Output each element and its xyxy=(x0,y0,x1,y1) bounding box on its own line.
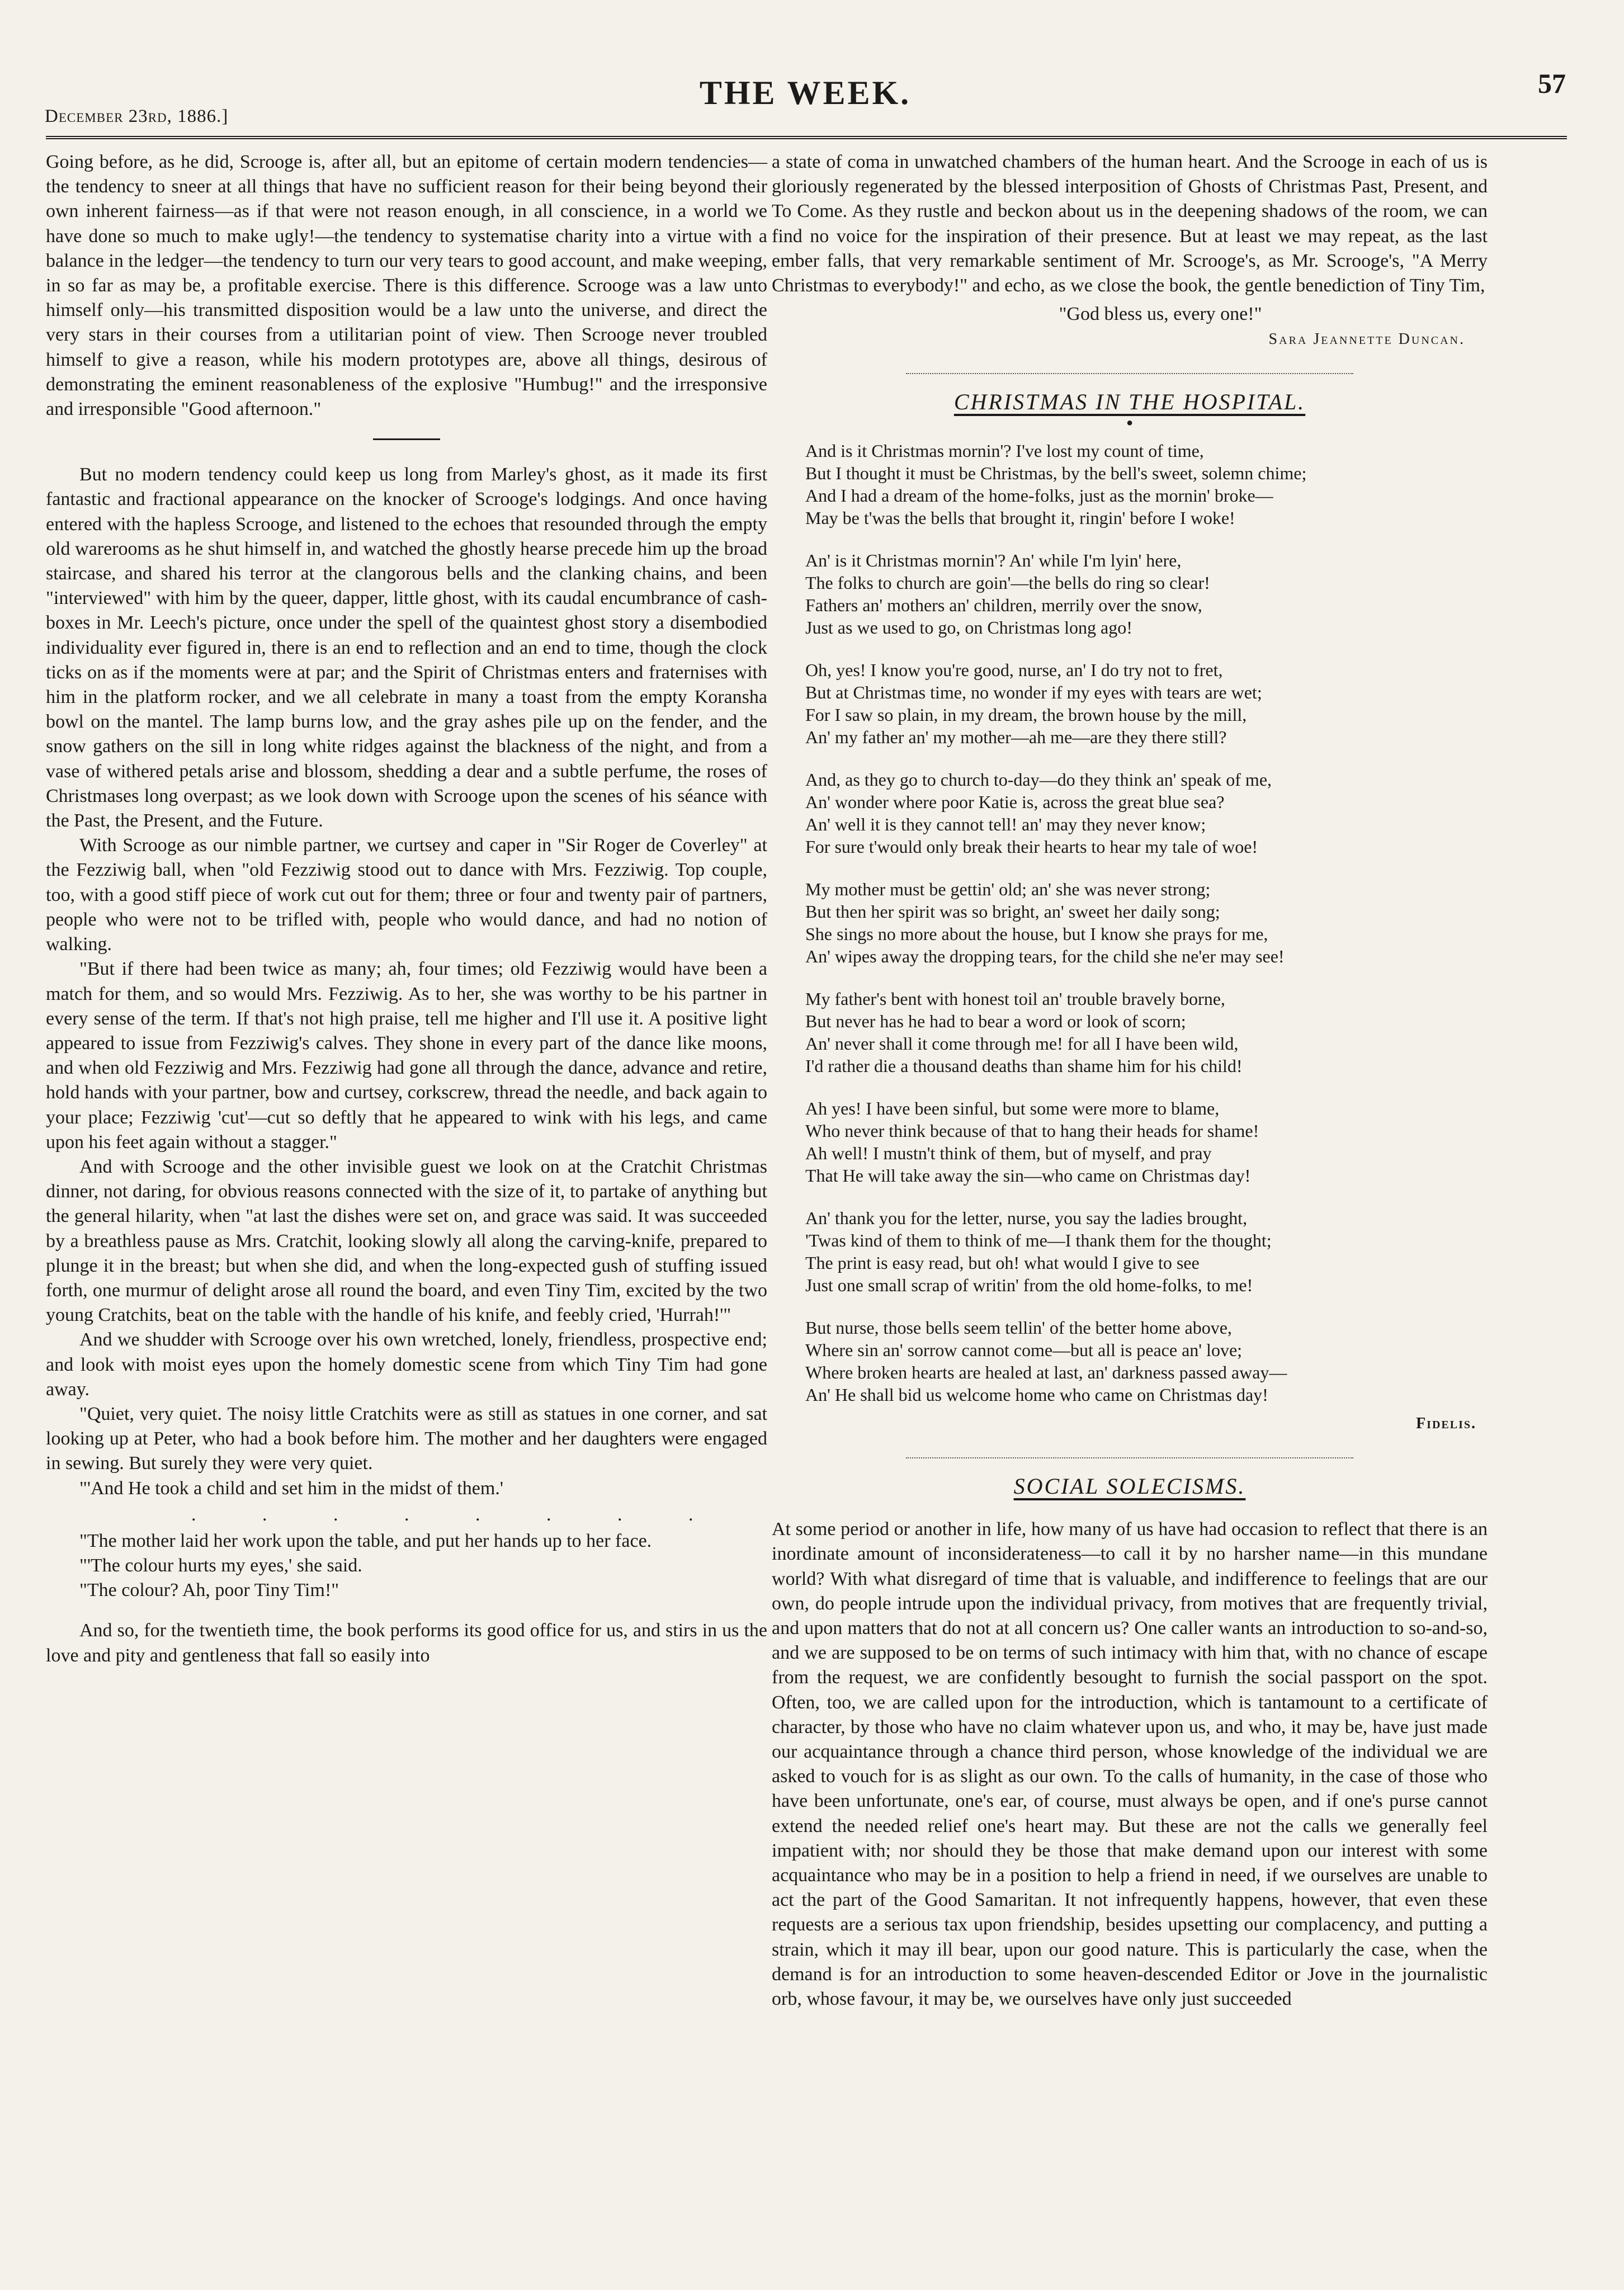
poem-line: For I saw so plain, in my dream, the brown house by the mill, xyxy=(805,705,1247,725)
poem-line: An' well it is they cannot tell! an' may they never know; xyxy=(805,814,1206,835)
poem-line: Who never think because of that to hang their heads for shame! xyxy=(805,1121,1259,1141)
poem-line: But I thought it must be Christmas, by the bell's sweet, solemn chime; xyxy=(805,463,1307,484)
spacer xyxy=(772,1502,1488,1517)
poem-line: The print is easy read, but oh! what would I give to see xyxy=(805,1253,1200,1273)
poem-line: An' thank you for the letter, nurse, you say the ladies brought, xyxy=(805,1208,1248,1229)
poem-line: My father's bent with honest toil an' trouble bravely borne, xyxy=(805,989,1225,1009)
poem-stanza xyxy=(805,768,1488,858)
paragraph: "But if there had been twice as many; ah, four times; old Fezziwig would have been a match for them, and so would Mrs. Fezziwig. As to her, she was worthy to be his partner in every sense of the term. If that's not high praise, tell me higher and I'll use it. A positive light appeared to issue from Fezziwig's calves. They shone in every part of the dance like moons, and when old Fezziwig and Mrs. Fezziwig had gone all through the dance, advance and retire, hold hands with your partner, bow and curtsey, corkscrew, thread the needle, and back again to your place; Fezziwig 'cut'—cut so deftly that he appeared to wink with his legs, and came upon his feet again without a stagger." xyxy=(46,959,767,1153)
left-column xyxy=(46,150,767,1668)
poem-title: CHRISTMAS IN THE HOSPITAL. xyxy=(953,389,1306,415)
publication-title: THE WEEK. xyxy=(699,74,912,111)
paragraph: "The mother laid her work upon the table, and put her hands up to her face. xyxy=(79,1530,652,1551)
ellipsis-dots: . . . . . . . . xyxy=(191,1504,724,1525)
poem-line: An' He shall bid us welcome home who came on Christmas day! xyxy=(805,1385,1268,1405)
poem-line: Where sin an' sorrow cannot come—but all is peace an' love; xyxy=(805,1340,1243,1361)
poem-line: 'Twas kind of them to think of me—I thank them for the thought; xyxy=(805,1230,1272,1251)
poem-line: But never has he had to bear a word or look of scorn; xyxy=(805,1011,1186,1032)
poem-line: An' my father an' my mother—ah me—are they there still? xyxy=(805,727,1227,748)
spacer xyxy=(46,1603,767,1618)
poem-line: Fathers an' mothers an' children, merrily over the snow, xyxy=(805,595,1202,616)
article-author: Sara Jeannette Duncan. xyxy=(1268,330,1465,348)
poem-line: Ah well! I mustn't think of them, but of myself, and pray xyxy=(805,1143,1212,1164)
poem-line: And is it Christmas mornin'? I've lost my count of time, xyxy=(805,441,1204,461)
poem-stanza xyxy=(805,988,1488,1077)
poem-line: But then her spirit was so bright, an' sweet her daily song; xyxy=(805,901,1220,922)
section-divider xyxy=(906,1457,1353,1458)
poem-line: An' never shall it come through me! for all I have been wild, xyxy=(805,1033,1239,1054)
poem-line: An' wipes away the dropping tears, for the child she ne'er may see! xyxy=(805,946,1285,967)
poem-stanza xyxy=(805,1097,1488,1187)
paragraph: And so, for the twentieth time, the book performs its good office for us, and stirs in us the love and pity and gentleness that fall so easily into xyxy=(46,1620,767,1666)
page-number: 57 xyxy=(1538,68,1566,99)
paragraph: a state of coma in unwatched chambers of the human heart. And the Scrooge in each of us is gloriously regenerated by the blessed interposition of Ghosts of Christmas Past, Present, and To Come. As they rustle and beckon about us in the deepening shadows of the room, we can find no voice for the inspiration of their presence. But at least we may repeat, as the last ember falls, that very remarkable sentiment of Mr. Scrooge's, as Mr. Scrooge's, "A Merry Christmas to everybody!" and echo, as we close the book, the gentle benediction of Tiny Tim, xyxy=(772,152,1488,296)
section-divider xyxy=(373,438,440,440)
poem-line: But nurse, those bells seem tellin' of the better home above, xyxy=(805,1318,1232,1338)
poem-stanza xyxy=(805,1207,1488,1296)
paragraph: At some period or another in life, how many of us have had occasion to reflect that there is an inordinate amount of inconsiderateness—to call it by no harsher name—in this mundane world? With what disregard of time that is valuable, and indifference to feelings that are our own, do people intrude upon the individual privacy, from motives that are frequently trivial, and upon matters that do not at all concern us? One caller wants an introduction to so-and-so, and we are supposed to be on terms of such intimacy with him that, with no chance of escape from the request, we are confidently besought to furnish the social passport on the spot. Often, too, we are called upon for the introduction, which is tantamount to a certificate of character, by those who have no claim whatever upon us, and who, it may be, have just made our acquaintance through a chance third person, whose knowledge of the individual we are asked to vouch for is as slight as our own. To the calls of humanity, in the case of those who have been unfortunate, one's ear, of course, must always be open, and if one's purse cannot extend the needed relief one's heart may. But these are not the calls we generally feel impatient with; nor should they be those that make demand upon our interest with some acquaintance who may be in a position to help a friend in need, if we ourselves are unable to act the part of the Good Samaritan. It not infrequently happens, however, that even these requests are a serious tax upon friendship, besides upsetting our complacency, and putting a strain, which it may ill bear, upon our good nature. This is particularly the case, when the demand is for an introduction to some heaven-descended Editor or Jove in the journalistic orb, whose favour, it may be, we ourselves have only just succeeded xyxy=(772,1519,1488,2010)
paragraph: And with Scrooge and the other invisible guest we look on at the Cratchit Christmas dinner, not daring, for obvious reasons connected with the size of it, to partake of anything but the general hilarity, when "at last the dishes were set on, and grace was said. It was succeeded by a breathless pause as Mrs. Cratchit, looking slowly all along the carving-knife, prepared to plunge it in the breast; but when she did, and when the long-expected gush of stuffing issued forth, one murmur of delight arose all round the board, and even Tiny Tim, excited by the two young Cratchits, beat on the table with the handle of his knife, and feebly cried, 'Hurrah!'" xyxy=(46,1156,767,1326)
poem-line: Oh, yes! I know you're good, nurse, an' I do try not to fret, xyxy=(805,660,1223,681)
poem-line: May be t'was the bells that brought it, ringin' before I woke! xyxy=(805,508,1235,528)
paragraph: But no modern tendency could keep us long from Marley's ghost, as it made its first fantastic and fractional appearance on the knocker of Scrooge's lodgings. And once having entered with the hapless Scrooge, and listened to the echoes that resounded through the empty old warerooms as he shut himself in, and watched the ghostly hearse precede him up the broad staircase, and shared his terror at the clangorous bells and the clanking chains, and been "interviewed" with him by the queer, dapper, little ghost, with its caudal encumbrance of cash-boxes in Mr. Leech's picture, once under the spell of the quaintest ghost story a disembodied individuality ever figured in, there is an end to reflection and an end to time, though the clock ticks on as if the moments were at par; and the Spirit of Christmas enters and fraternises with him in the platform rocker, and we all celebrate in many a toast from the empty Koransha bowl on the mantel. The lamp burns low, and the gray ashes pile up on the fender, and the snow gathers on the sill in long white ridges against the blackness of the night, and from a vase of withered petals arise and blossom, shedding a dear and a subtle perfume, the roses of Christmases long overpast; as we look down with Scrooge upon the scenes of his séance with the Past, the Present, and the Future. xyxy=(46,464,767,832)
closing-quote: "God bless us, every one!" xyxy=(1059,304,1262,325)
paragraph: "'And He took a child and set him in the midst of them.' xyxy=(79,1477,503,1499)
title-ornament: ● xyxy=(1126,417,1134,429)
poem-author: Fidelis. xyxy=(1416,1415,1476,1433)
poem-stanza xyxy=(805,1316,1488,1406)
poem-line: My mother must be gettin' old; an' she was never strong; xyxy=(805,879,1211,900)
paragraph: "Quiet, very quiet. The noisy little Cratchits were as still as statues in one corner, and sat looking up at Peter, who had a book before him. The mother and her daughters were engaged in sewing. But surely they were very quiet. xyxy=(46,1403,767,1474)
poem-body xyxy=(772,440,1488,1406)
paragraph: "'The colour hurts my eyes,' she said. xyxy=(79,1555,362,1576)
poem-stanza xyxy=(805,440,1488,529)
header-rule xyxy=(46,136,1567,144)
running-head xyxy=(45,67,1566,129)
poem-line: An' is it Christmas mornin'? An' while I'm lyin' here, xyxy=(805,550,1182,571)
poem-line: And, as they go to church to-day—do they think an' speak of me, xyxy=(805,769,1272,790)
poem-line: But at Christmas time, no wonder if my eyes with tears are wet; xyxy=(805,682,1262,703)
poem-stanza xyxy=(805,659,1488,748)
right-column xyxy=(772,150,1488,2012)
paragraph: Going before, as he did, Scrooge is, after all, but an epitome of certain modern tendencies—the tendency to sneer at all things that have no sufficient reason for their being beyond their own inherent fairness—as if that were not reason enough, in all conscience, in a world we have done so much to make ugly!—the tendency to systematise charity into a virtue with a balance in the ledger—the tendency to turn our very tears to good account, and make weeping, in so far as may be, a profitable exercise. There is this difference. Scrooge was a law unto himself only—his transmitted disposition would be a law unto the universe, and direct the very stars in their courses from a utilitarian point of view. Then Scrooge never troubled himself to give a reason, while his modern prototypes are, above all things, desirous of demonstrating the eminent reasonableness of the explosive "Humbug!" and the irresponsive and irresponsible "Good afternoon." xyxy=(46,152,767,420)
poem-line: That He will take away the sin—who came on Christmas day! xyxy=(805,1165,1251,1186)
paragraph: With Scrooge as our nimble partner, we curtsey and caper in "Sir Roger de Coverley" at the Fezziwig ball, when "old Fezziwig stood out to dance with Mrs. Fezziwig. Top couple, too, with a good stiff piece of work cut out for them; three or four and twenty pair of partners, people who were not to be trifled with, people who would dance, and had no notion of walking. xyxy=(46,835,767,955)
poem-line: For sure t'would only break their hearts to hear my tale of woe! xyxy=(805,837,1258,857)
essay-title: SOCIAL SOLECISMS. xyxy=(1013,1474,1246,1499)
poem-line: She sings no more about the house, but I know she prays for me, xyxy=(805,924,1268,945)
poem-line: An' wonder where poor Katie is, across the great blue sea? xyxy=(805,792,1225,813)
poem-line: The folks to church are goin'—the bells do ring so clear! xyxy=(805,573,1210,593)
poem-line: Ah yes! I have been sinful, but some were more to blame, xyxy=(805,1098,1220,1119)
poem-line: Where broken hearts are healed at last, an' darkness passed away— xyxy=(805,1362,1287,1383)
section-divider xyxy=(906,373,1353,374)
poem-line: Just one small scrap of writin' from the old home-folks, to me! xyxy=(805,1275,1253,1296)
poem-line: Just as we used to go, on Christmas long ago! xyxy=(805,617,1132,638)
paragraph: And we shudder with Scrooge over his own wretched, lonely, friendless, prospective end; and look with moist eyes upon the homely domestic scene from which Tiny Tim had gone away. xyxy=(46,1329,767,1400)
poem-line: I'd rather die a thousand deaths than shame him for his child! xyxy=(805,1056,1243,1076)
poem-line: And I had a dream of the home-folks, just as the mornin' broke— xyxy=(805,485,1273,506)
issue-date: December 23rd, 1886.] xyxy=(45,106,229,126)
paragraph: "The colour? Ah, poor Tiny Tim!" xyxy=(79,1580,339,1601)
poem-stanza xyxy=(805,549,1488,639)
poem-stanza xyxy=(805,878,1488,967)
